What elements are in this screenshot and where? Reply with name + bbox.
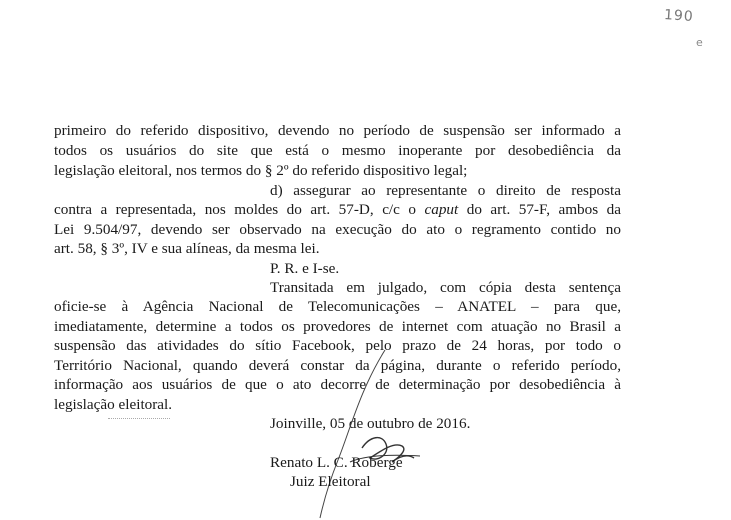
place-date: Joinville, 05 de outubro de 2016. <box>270 415 471 432</box>
body-line: legislação eleitoral, nos termos do § 2º do referido dispositivo legal; <box>54 162 468 179</box>
body-line: P. R. e I-se. <box>270 260 340 277</box>
body-line: art. 58, § 3º, IV e sua alíneas, da mesma lei. <box>54 240 320 257</box>
body-line: suspensão das atividades do sítio Facebook, pelo prazo de 24 horas, por todo o <box>54 337 621 354</box>
body-text: contra a representada, nos moldes do art. 57-D, c/c o <box>54 201 425 218</box>
dotted-rule <box>108 418 170 419</box>
body-line: Território Nacional, quando deverá constar da página, durante o referido período, <box>54 357 621 374</box>
body-line: oficie-se à Agência Nacional de Telecomunicações – ANATEL – para que, <box>54 298 621 315</box>
body-line: legislação eleitoral. <box>54 396 173 413</box>
handwritten-initial: e <box>696 36 703 49</box>
body-line: Transitada em julgado, com cópia desta sentença <box>270 279 621 296</box>
italic-term: caput <box>424 201 459 218</box>
body-line: Lei 9.504/97, devendo ser observado na execução do ato o regramento contido no <box>54 221 621 238</box>
body-line: imediatamente, determine a todos os provedores de internet com atuação no Brasil a <box>54 318 621 335</box>
signer-name: Renato L. C. Roberge <box>270 454 403 471</box>
signature-mark <box>290 350 430 520</box>
body-line <box>54 200 621 220</box>
signer-title: Juiz Eleitoral <box>290 473 371 490</box>
body-line: informação aos usuários de que o ato decorre de determinação por desobediência à <box>54 376 621 393</box>
body-line: todos os usuários do site que está o mesmo inoperante por desobediência da <box>54 142 621 159</box>
body-text: do art. 57-F, ambos da <box>458 201 621 218</box>
body-line: d) assegurar ao representante o direito de resposta <box>270 182 621 199</box>
body-line: primeiro do referido dispositivo, devendo no período de suspensão ser informado a <box>54 122 621 139</box>
handwritten-page-number: 190 <box>663 6 695 26</box>
